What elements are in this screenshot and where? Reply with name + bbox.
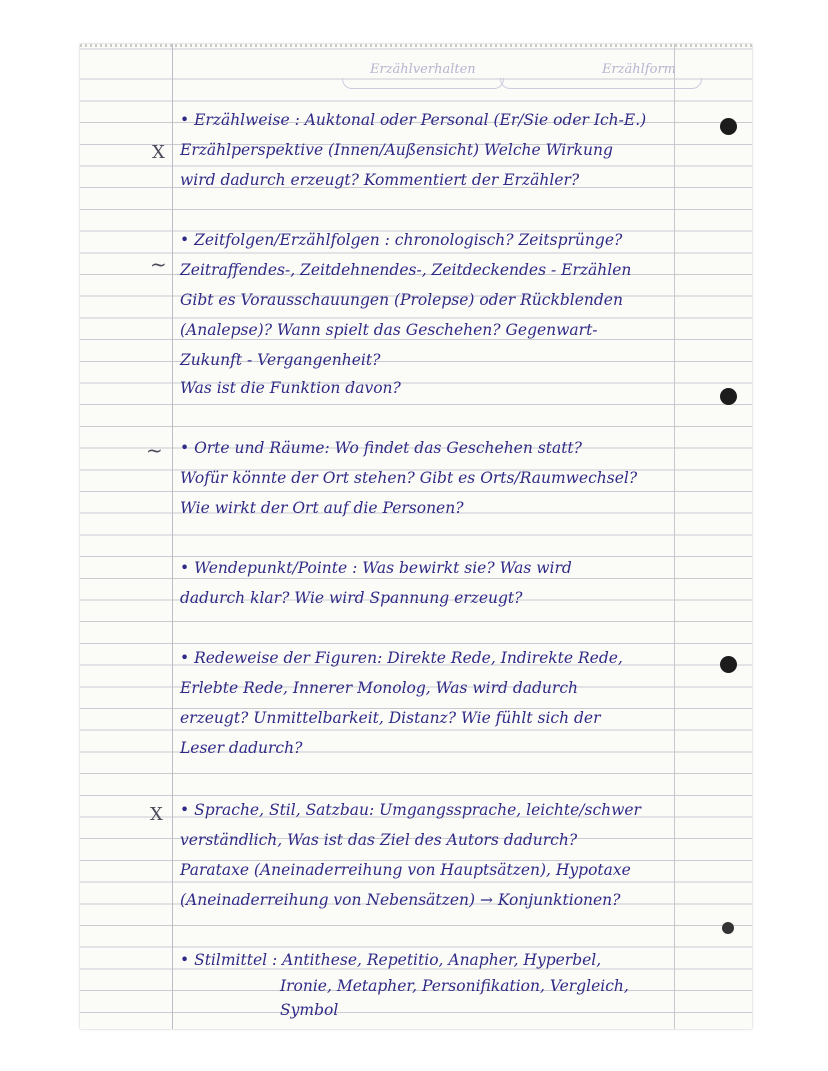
punch-hole (720, 388, 737, 405)
note-line: • Sprache, Stil, Satzbau: Umgangssprache, leichte/schwer (180, 801, 641, 819)
bracket-right (500, 78, 702, 89)
bracket-left (342, 78, 504, 89)
note-line: Erlebte Rede, Innerer Monolog, Was wird dadurch (180, 679, 578, 697)
note-line: erzeugt? Unmittelbarkeit, Distanz? Wie fühlt sich der (180, 709, 601, 727)
note-line: Zeitraffendes-, Zeitdehnendes-, Zeitdeckendes - Erzählen (180, 261, 632, 279)
note-line: • Erzählweise : Auktonal oder Personal (Er/Sie oder Ich-E.) (180, 111, 647, 129)
punch-hole (722, 922, 734, 934)
margin-line (172, 44, 173, 1029)
note-line: Was ist die Funktion davon? (180, 379, 401, 397)
note-line: • Stilmittel : Antithese, Repetitio, Anapher, Hyperbel, (180, 951, 602, 969)
note-line: • Redeweise der Figuren: Direkte Rede, Indirekte Rede, (180, 649, 623, 667)
note-line: Zukunft - Vergangenheit? (180, 351, 381, 369)
punch-hole (720, 656, 737, 673)
header-erzaehlform: Erzählform (602, 62, 677, 77)
note-line: Parataxe (Aneinaderreihung von Hauptsätzen), Hypotaxe (180, 861, 631, 879)
margin-mark-x: X (152, 142, 165, 163)
note-line: Wofür könnte der Ort stehen? Gibt es Orts/Raumwechsel? (180, 469, 638, 487)
note-line: • Wendepunkt/Pointe : Was bewirkt sie? Was wird (180, 559, 572, 577)
margin-mark-x: X (150, 804, 163, 825)
notebook-page (80, 44, 752, 1029)
note-line: (Analepse)? Wann spielt das Geschehen? Gegenwart- (180, 321, 598, 339)
note-line: • Zeitfolgen/Erzählfolgen : chronologisch? Zeitsprünge? (180, 231, 623, 249)
note-line: Wie wirkt der Ort auf die Personen? (180, 499, 464, 517)
note-line: Leser dadurch? (180, 739, 303, 757)
note-line: Erzählperspektive (Innen/Außensicht) Welche Wirkung (180, 141, 613, 159)
margin-mark-tilde: ~ (146, 438, 163, 462)
punch-hole (720, 118, 737, 135)
note-line: Symbol (280, 1001, 339, 1019)
note-line: Gibt es Vorausschauungen (Prolepse) oder Rückblenden (180, 291, 623, 309)
note-line: Ironie, Metapher, Personifikation, Vergleich, (280, 977, 629, 995)
note-line: wird dadurch erzeugt? Kommentiert der Erzähler? (180, 171, 580, 189)
note-line: verständlich, Was ist das Ziel des Autors dadurch? (180, 831, 578, 849)
margin-mark-tilde: ~ (150, 252, 167, 276)
note-line: (Aneinaderreihung von Nebensätzen) → Konjunktionen? (180, 891, 621, 909)
note-line: • Orte und Räume: Wo findet das Geschehen statt? (180, 439, 582, 457)
note-line: dadurch klar? Wie wird Spannung erzeugt? (180, 589, 523, 607)
header-erzaehlverhalten: Erzählverhalten (370, 62, 476, 77)
